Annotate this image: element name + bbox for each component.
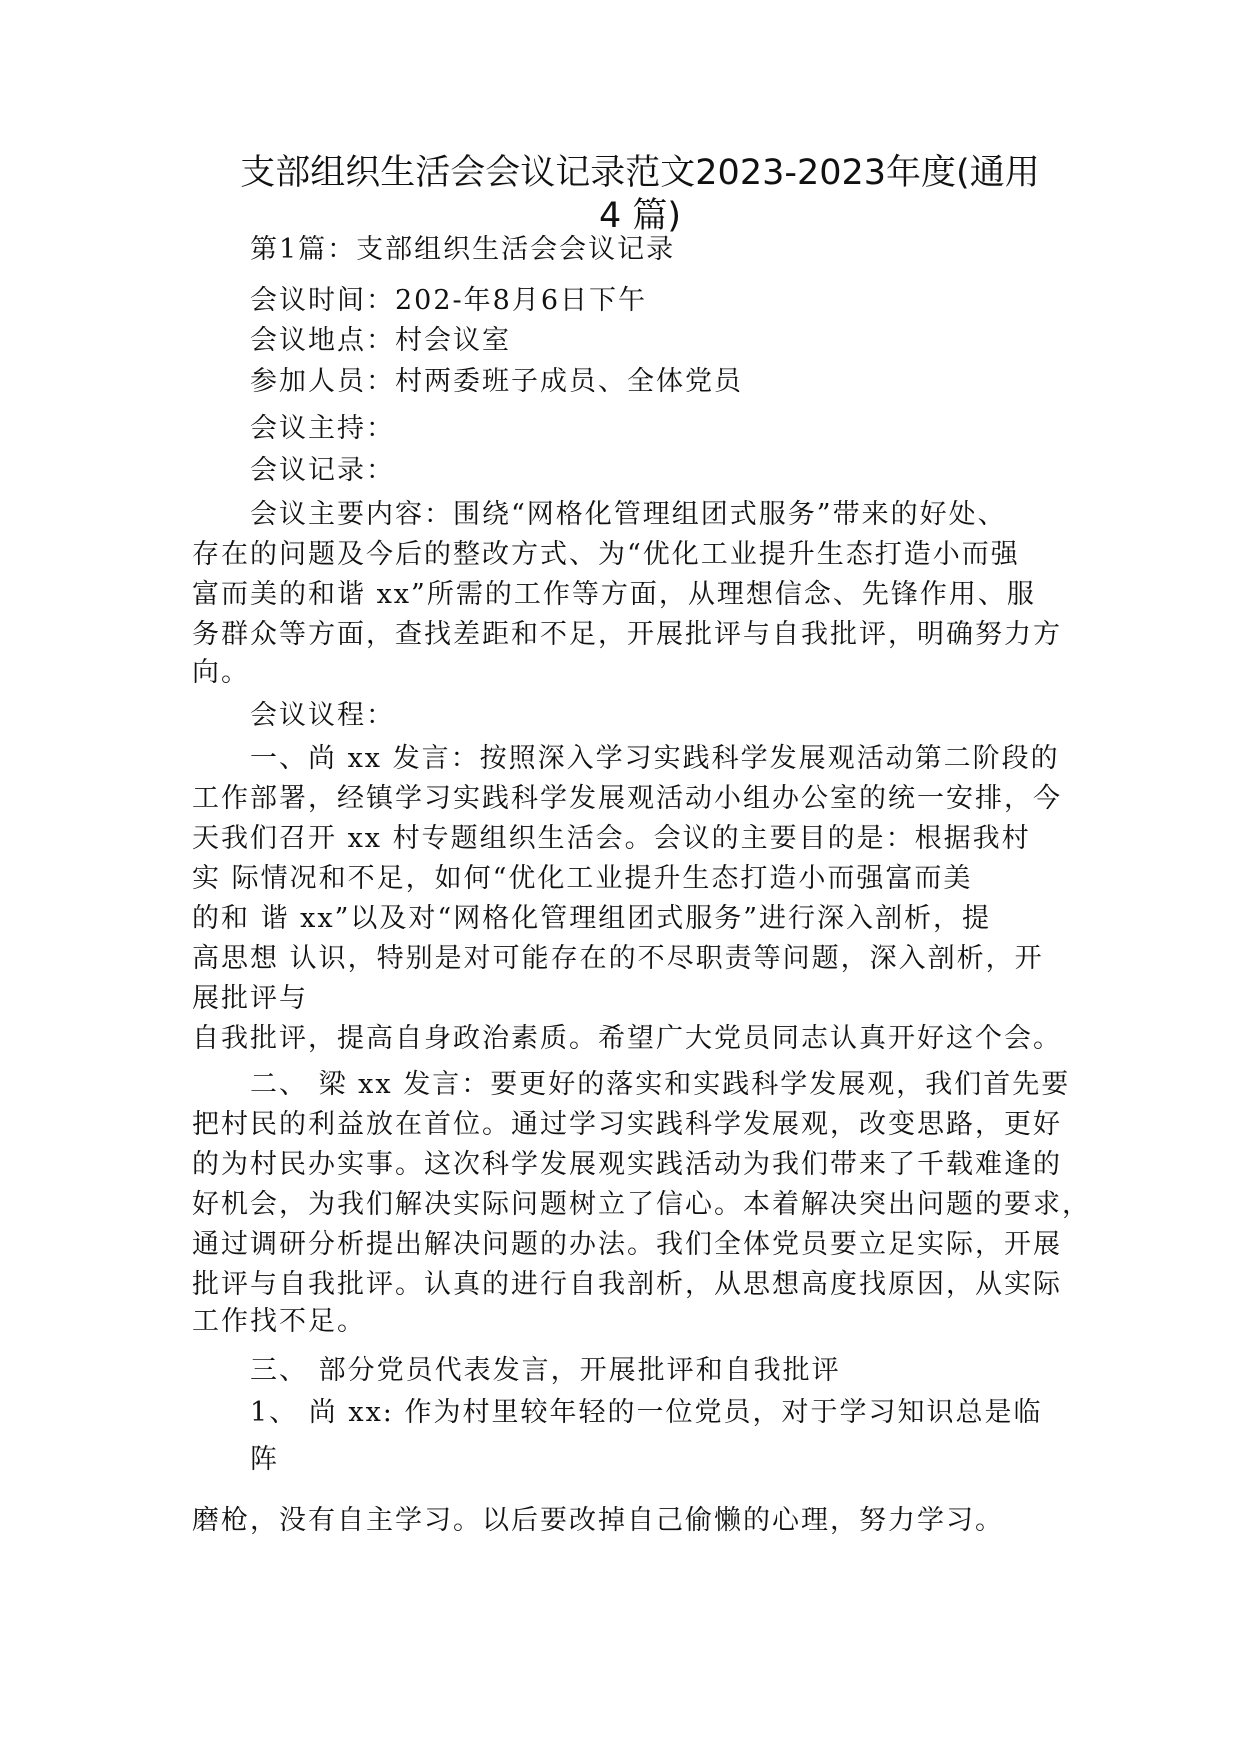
paragraph-line: 存在的问题及今后的整改方式、为“优化工业提升生态打造小而强 [192,539,1020,570]
paragraph-line: 批评与自我批评。认真的进行自我剖析，从思想高度找原因，从实际 [192,1269,1062,1300]
paragraph-line: 通过调研分析提出解决问题的办法。我们全体党员要立足实际，开展 [192,1229,1062,1260]
paragraph-line: 的和 谐 xx”以及对“网格化管理组团式服务”进行深入剖析，提 [192,903,992,934]
paragraph-line: 展批评与 [192,983,308,1014]
paragraph-line: 二、 梁 xx 发言：要更好的落实和实践科学发展观，我们首先要 [250,1069,1071,1100]
title-line-1: 支部组织生活会会议记录范文2023-2023年度(通用 [240,153,1040,193]
agenda-heading: 会议议程： [250,700,395,731]
meeting-recorder: 会议记录： [250,455,395,486]
paragraph-line: 向。 [192,657,250,688]
meeting-location: 会议地点：村会议室 [250,325,511,356]
section-heading: 第1篇：支部组织生活会会议记录 [250,234,676,265]
paragraph-line: 1、 尚 xx: 作为村里较年轻的一位党员，对于学习知识总是临 [250,1397,1043,1428]
paragraph-line: 磨枪，没有自主学习。以后要改掉自己偷懒的心理，努力学习。 [192,1505,1004,1536]
meeting-time: 会议时间：202-年8月6日下午 [250,285,648,316]
paragraph-line: 富而美的和谐 xx”所需的工作等方面，从理想信念、先锋作用、服 [192,579,1036,610]
section-three-heading: 三、 部分党员代表发言，开展批评和自我批评 [250,1355,841,1386]
meeting-attendees: 参加人员：村两委班子成员、全体党员 [250,366,743,397]
paragraph-line: 工作部署，经镇学习实践科学发展观活动小组办公室的统一安排，今 [192,783,1062,814]
paragraph-line: 天我们召开 xx 村专题组织生活会。会议的主要目的是：根据我村 [192,823,1031,854]
paragraph-line: 好机会，为我们解决实际问题树立了信心。本着解决突出问题的要求， [192,1189,1091,1220]
paragraph-line: 自我批评，提高自身政治素质。希望广大党员同志认真开好这个会。 [192,1023,1062,1054]
paragraph-line: 一、尚 xx 发言：按照深入学习实践科学发展观活动第二阶段的 [250,743,1060,774]
title-line-2: 4 篇) [598,196,682,236]
paragraph-line: 的为村民办实事。这次科学发展观实践活动为我们带来了千载难逢的 [192,1149,1062,1180]
paragraph-line: 工作找不足。 [192,1306,366,1337]
paragraph-line: 务群众等方面，查找差距和不足，开展批评与自我批评，明确努力方 [192,619,1062,650]
paragraph-line: 高思想 认识，特别是对可能存在的不尽职责等问题，深入剖析，开 [192,943,1044,974]
document-title [190,152,1090,238]
meeting-host: 会议主持： [250,413,395,444]
paragraph-line: 把村民的利益放在首位。通过学习实践科学发展观，改变思路，更好 [192,1109,1062,1140]
paragraph-line: 阵 [250,1444,279,1475]
paragraph-line: 实 际情况和不足，如何“优化工业提升生态打造小而强富而美 [192,863,973,894]
paragraph-line: 会议主要内容：围绕“网格化管理组团式服务”带来的好处、 [250,499,1007,530]
